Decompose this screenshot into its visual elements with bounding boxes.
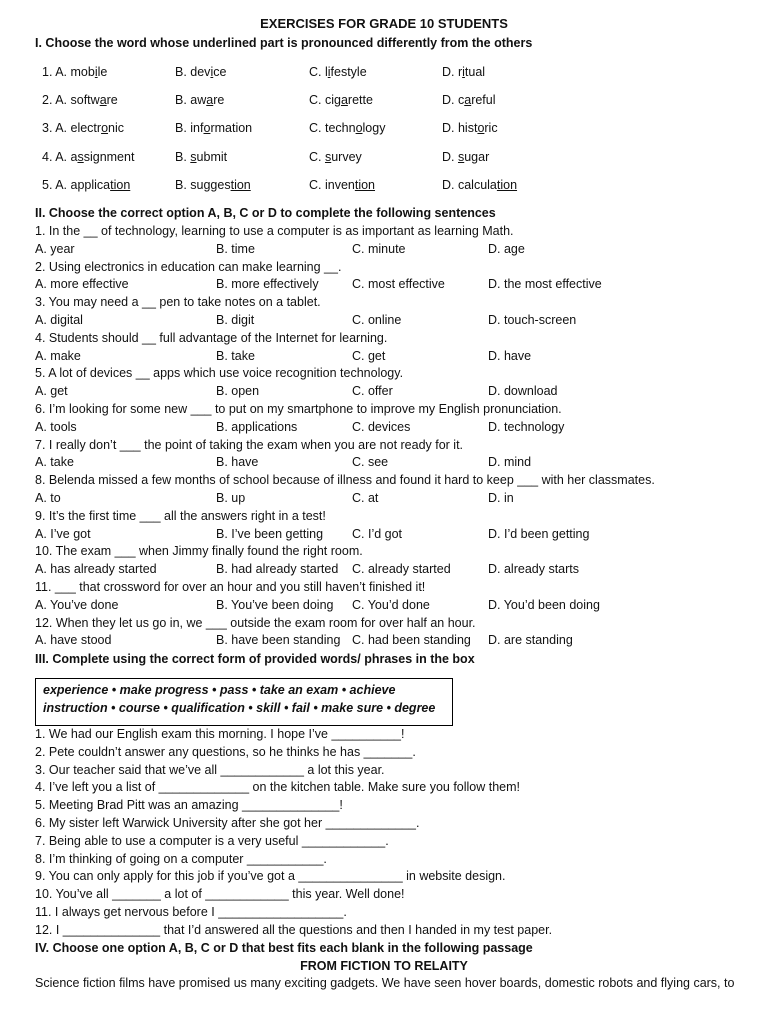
passage-title: FROM FICTION TO RELAITY [300,959,468,973]
option-text: ce [213,65,227,79]
answer-option: C. minute [352,241,406,256]
underlined-part: s [457,149,465,164]
answer-option: D. have [488,348,532,363]
fill-in-sentence: 2. Pete couldn’t answer any questions, so he thinks he has _______. [35,744,416,759]
pronunciation-option [442,93,496,107]
answer-option: C. had been standing [352,633,471,648]
underlined-part: i [327,65,331,79]
underlined-part: tion [110,177,131,192]
answer-option: D. age [488,241,525,256]
passage-text: Science fiction films have promised us many exciting gadgets. We have seen hover boards, domestic robots and flying cars, to [35,976,735,990]
answer-option: C. already started [352,562,451,577]
pronunciation-option [175,150,227,164]
section-4-heading: IV. Choose one option A, B, C or D that best fits each blank in the following passage [35,941,533,955]
option-text: nic [108,121,125,136]
underlined-part: a [464,93,472,108]
option-text: D. calcula [442,177,497,192]
question-text: 11. ___ that crossword for over an hour and you still haven’t finished it! [35,580,426,594]
pronunciation-option [175,178,251,192]
fill-in-sentence: 5. Meeting Brad Pitt was an amazing ______________! [35,798,343,813]
answer-option: D. touch-screen [488,313,577,327]
answer-option: A. has already started [35,562,157,577]
answer-option: D. technology [488,419,565,434]
option-text: D. [442,149,458,164]
pronunciation-option [309,150,362,164]
option-text: le [97,65,108,79]
answer-option: C. I’d got [352,526,403,541]
item-number: 5. [42,177,56,192]
option-text: C. techn [309,121,356,136]
item-number: 2. [42,93,56,108]
answer-option: B. You’ve been doing [216,597,334,612]
fill-in-sentence: 9. You can only apply for this job if you’ve got a _______________ in website design. [35,869,506,884]
answer-option: A. digital [35,313,83,327]
question-text: 2. Using electronics in education can make learning __. [35,259,342,274]
option-text: B. sugges [175,177,231,192]
option-text: rmation [210,121,253,136]
item-number: 4. [42,149,56,164]
underlined-part: a [99,93,107,108]
answer-option: B. applications [216,419,298,434]
answer-option: D. already starts [488,562,580,577]
section-3-heading: III. Complete using the correct form of provided words/ phrases in the box [35,652,475,666]
fill-in-sentence: 12. I ______________ that I’d answered all the questions and then I handed in my test paper. [35,922,553,937]
fill-in-sentence: 7. Being able to use a computer is a very useful ____________. [35,833,389,848]
answer-option: A. I’ve got [35,526,91,541]
option-text: D. c [442,93,465,108]
word-box [35,678,453,726]
fill-in-sentence: 1. We had our English exam this morning. I hope I’ve __________! [35,727,405,741]
underlined-part: a [206,93,214,108]
fill-in-sentence: 3. Our teacher said that we’ve all ____________ a lot this year. [35,762,385,777]
question-text: 3. You may need a __ pen to take notes on a tablet. [35,295,321,310]
answer-option: A. more effective [35,277,129,292]
pronunciation-option [175,121,252,135]
underlined-part: a [340,93,348,108]
word-box-line: experience • make progress • pass • take an exam • achieve [43,683,396,697]
fill-in-sentence: 4. I’ve left you a list of _____________ on the kitchen table. Make sure you follow them! [35,780,521,795]
underlined-part: o [203,121,211,136]
answer-option: C. offer [352,384,393,399]
question-text: 12. When they let us go in, we ___ outside the exam room for over half an hour. [35,615,476,630]
option-text: D. r [442,65,463,79]
answer-option: A. take [35,455,74,470]
answer-option: C. see [352,455,389,470]
option-text: B. inf [175,121,204,136]
fill-in-sentence: 8. I’m thinking of going on a computer ___________. [35,851,327,866]
question-text: 7. I really don’t ___ the point of taking the exam when you are not ready for it. [35,437,464,452]
pronunciation-option [42,178,130,192]
option-text: A. electr [55,121,102,136]
option-text: D. hist [442,121,478,136]
pronunciation-option [442,65,485,79]
answer-option: A. have stood [35,633,112,648]
answer-option: A. year [35,241,75,256]
answer-option: D. You’d been doing [488,597,600,612]
answer-option: A. tools [35,419,77,434]
answer-option: B. take [216,348,255,363]
question-text: 1. In the __ of technology, learning to use a computer is as important as learning Math. [35,224,514,238]
answer-option: C. get [352,348,386,363]
option-text: re [106,93,118,108]
answer-option: C. You’d done [352,597,430,612]
underlined-part: i [210,65,214,79]
answer-option: A. get [35,384,68,399]
underlined-part: s [190,149,197,164]
question-text: 5. A lot of devices __ apps which use voice recognition technology. [35,366,404,381]
option-text: tual [464,65,486,79]
option-text: A. softw [55,93,100,108]
pronunciation-option [42,121,124,135]
pronunciation-option [442,178,517,192]
option-text: C. inven [309,177,355,192]
underlined-part: tion [230,177,251,192]
underlined-part: tion [354,177,376,192]
underlined-part: o [101,121,109,136]
pronunciation-option [309,65,367,79]
option-text: rette [347,93,373,108]
answer-option: A. make [35,348,81,363]
pronunciation-option [442,121,498,135]
option-text: B. [175,149,191,164]
pronunciation-option [175,65,226,79]
answer-option: B. digit [216,313,255,327]
answer-option: D. mind [488,455,532,470]
section-1-heading: I. Choose the word whose underlined part is pronounced differently from the others [35,36,533,50]
item-number: 1. [42,65,56,79]
option-text: B. aw [175,93,207,108]
pronunciation-option [42,93,118,107]
option-text: ugar [464,149,490,164]
question-text: 10. The exam ___ when Jimmy finally found the right room. [35,544,363,559]
option-text: A. applica [55,177,111,192]
pronunciation-option [175,93,224,107]
underlined-part: tion [496,177,518,192]
answer-option: C. most effective [352,277,445,292]
underlined-part: s [324,149,332,164]
answer-option: B. open [216,384,260,399]
underlined-part: i [94,65,98,79]
underlined-part: o [355,121,363,136]
answer-option: B. more effectively [216,277,319,292]
answer-option: A. You’ve done [35,597,119,612]
option-text: A. a [55,149,78,164]
fill-in-sentence: 6. My sister left Warwick University after she got her _____________. [35,816,420,830]
question-text: 8. Belenda missed a few months of school because of illness and found it hard to keep ___ with her classmates. [35,473,655,488]
option-text: B. dev [175,65,211,79]
word-box-line: instruction • course • qualification • skill • fail • make sure • degree [43,701,436,715]
answer-option: C. at [352,491,379,505]
pronunciation-option [309,178,375,192]
option-text: re [213,93,225,108]
option-text: logy [362,121,386,136]
underlined-part: s [77,149,84,164]
answer-option: B. time [216,241,255,256]
underlined-part: i [462,65,465,79]
option-text: signment [83,149,135,164]
option-text: urvey [331,149,362,164]
fill-in-sentence: 11. I always get nervous before I __________________. [35,905,347,919]
answer-option: A. to [35,491,61,505]
option-text: ric [484,121,498,136]
answer-option: B. had already started [216,562,339,577]
option-text: A. mob [55,65,95,79]
pronunciation-option [42,150,134,164]
option-text: reful [471,93,496,108]
answer-option: D. are standing [488,633,573,648]
answer-option: B. I’ve been getting [216,526,324,541]
option-text: ubmit [196,149,228,164]
pronunciation-option [309,121,385,135]
answer-option: B. have [216,455,259,470]
option-text: C. l [309,65,328,79]
answer-option: D. the most effective [488,277,602,292]
question-text: 4. Students should __ full advantage of the Internet for learning. [35,330,388,345]
answer-option: D. I’d been getting [488,526,590,541]
option-text: C. cig [309,93,341,108]
pronunciation-option [42,65,107,79]
answer-option: D. download [488,384,558,399]
fill-in-sentence: 10. You’ve all _______ a lot of ____________ this year. Well done! [35,887,405,902]
section-2-heading: II. Choose the correct option A, B, C or D to complete the following sentences [35,206,496,220]
page-title: EXERCISES FOR GRADE 10 STUDENTS [260,16,508,31]
answer-option: D. in [488,491,514,505]
answer-option: C. online [352,313,402,327]
question-text: 9. It’s the first time ___ all the answers right in a test! [35,508,326,523]
option-text: C. [309,149,325,164]
underlined-part: o [477,121,485,136]
pronunciation-option [442,150,489,164]
question-text: 6. I’m looking for some new ___ to put on my smartphone to improve my English pronunciation. [35,402,562,416]
answer-option: C. devices [352,419,411,434]
item-number: 3. [42,121,56,136]
answer-option: B. up [216,491,246,505]
answer-option: B. have been standing [216,633,341,648]
pronunciation-option [309,93,373,107]
option-text: festyle [330,65,367,79]
